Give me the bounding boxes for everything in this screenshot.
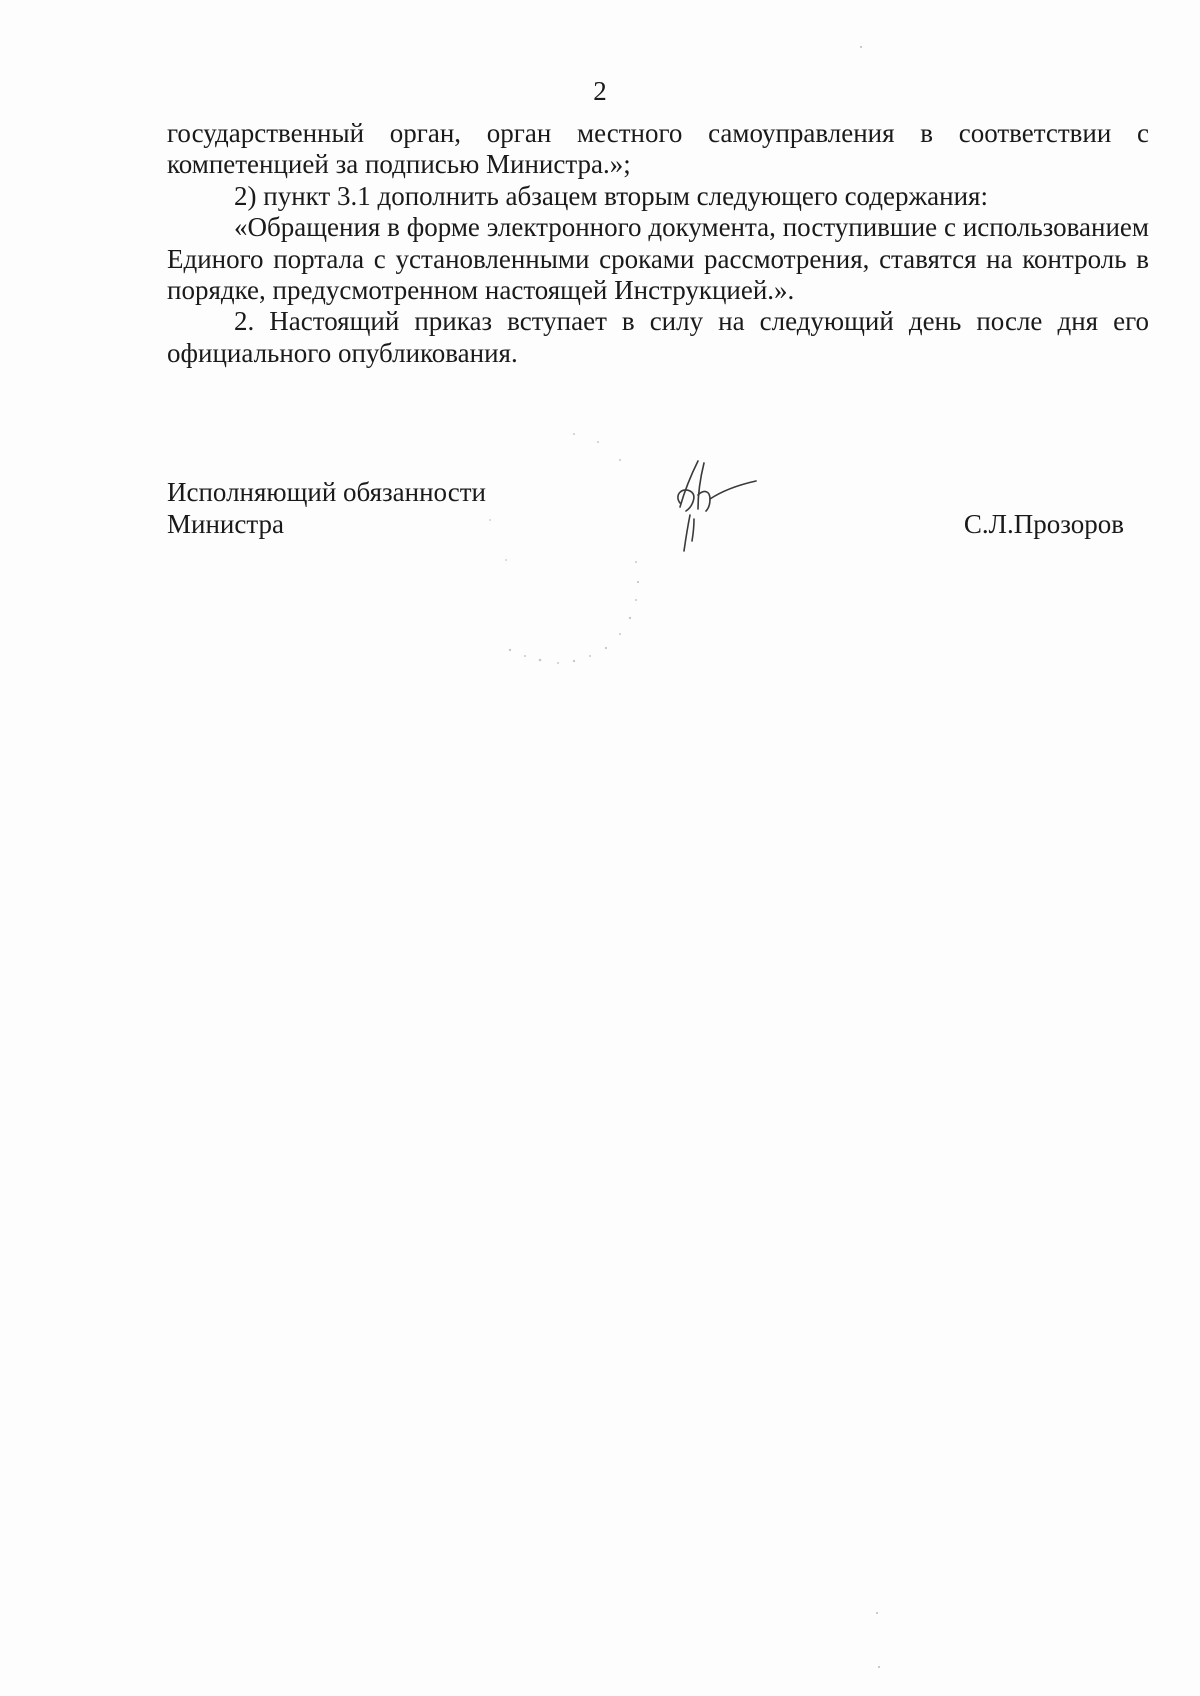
scan-speck (878, 1666, 880, 1668)
signatory-position (167, 476, 486, 540)
signatory-position-line-1: Исполняющий обязанности (167, 477, 486, 507)
signatory-name: С.Л.Прозоров (963, 509, 1124, 539)
paragraph-effective-date: 2. Настоящий приказ вступает в силу на следующий день после дня его официального опубликования. (167, 306, 1149, 368)
paragraph-continuation: государственный орган, орган местного самоуправления в соответствии с компетенцией за подписью Министра.»; (167, 118, 1149, 180)
handwritten-signature-icon (660, 455, 790, 570)
document-body (167, 118, 1149, 369)
scan-speck (876, 1612, 878, 1614)
paragraph-quote: «Обращения в форме электронного документа, поступившие с использованием Единого портала с установленными сроками рассмотрения, ставятся на контроль в порядке, предусмотренном настоящей Инструкцией.». (167, 212, 1149, 306)
paragraph-item-2: 2) пункт 3.1 дополнить абзацем вторым следующего содержания: (234, 180, 988, 211)
scan-speck (860, 46, 862, 48)
signatory-position-line-2: Министра (167, 509, 284, 539)
page-number: 2 (593, 76, 607, 106)
